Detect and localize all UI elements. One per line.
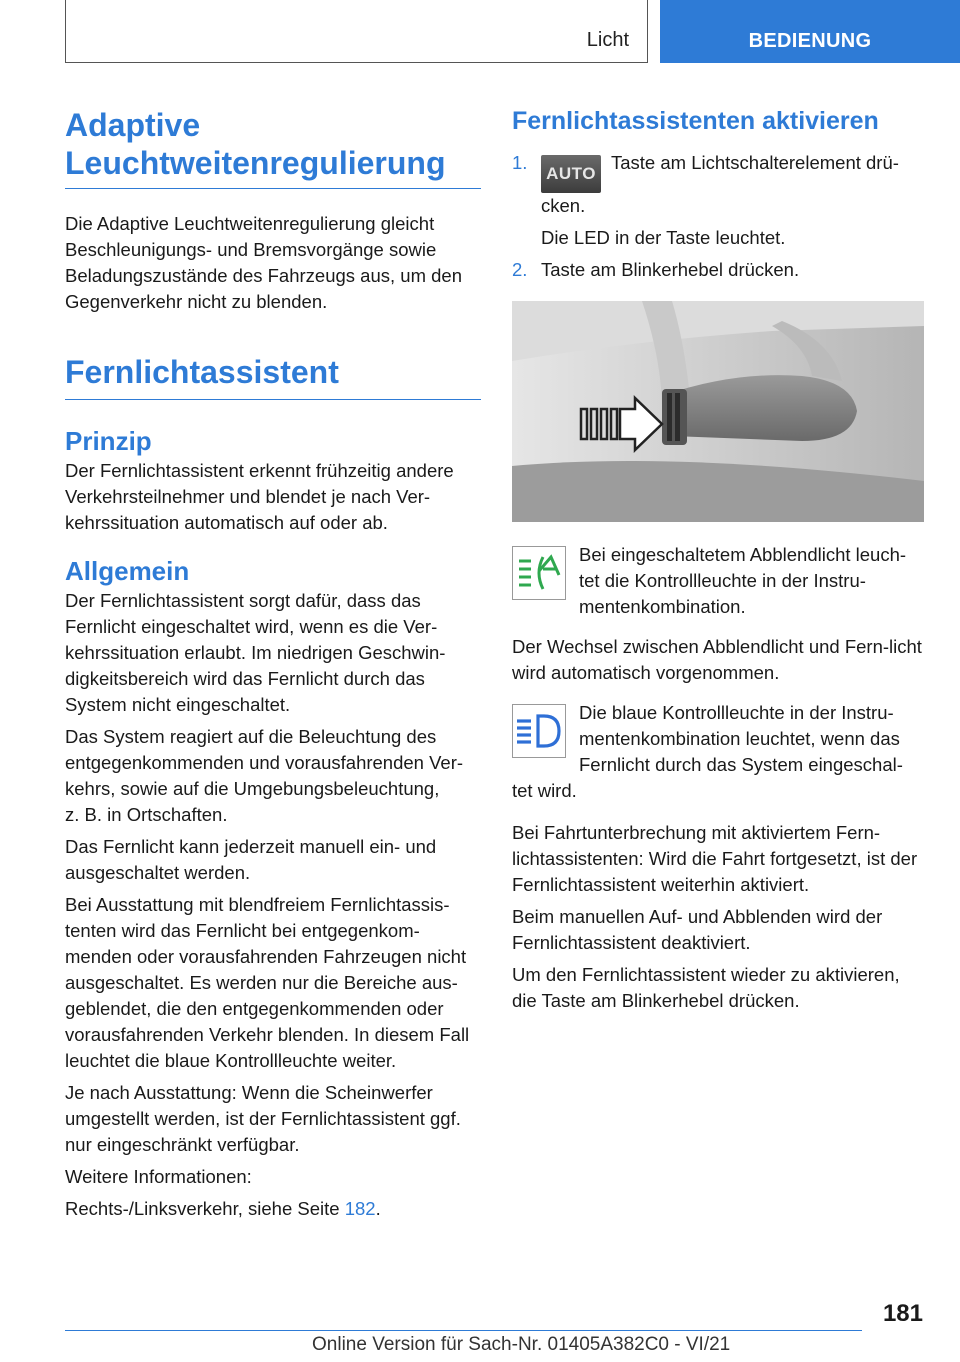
page-number: 181 [882,1300,923,1327]
allgemein-p7 [65,1196,481,1222]
step-1 [512,150,924,251]
prinzip-paragraph: Der Fernlichtassistent erkennt frühzeitig andere Verkehrsteilnehmer und blendet je nach Ver-kehrssituation automatisch auf oder ab. [65,460,454,533]
intro-paragraph: Die Adaptive Leuchtweitenregulierung gleicht Beschleunigungs- und Bremsvorgänge sowie Beladungszustände des Fahrzeugs aus, um den Gegenverkehr nicht zu blenden. [65,213,462,312]
footer-rule [65,1330,862,1331]
step-1-label: Taste am Lichtschalterelement drü-cken. [541,152,899,216]
heading-aktivieren: Fernlichtassistenten aktivieren [512,107,879,135]
manual-paragraph: Beim manuellen Auf- und Abblenden wird der Fernlichtassistent deaktiviert. [512,906,883,953]
page-link-182[interactable]: 182 [344,1198,376,1219]
switch-paragraph: Der Wechsel zwischen Abblendlicht und Fern-licht wird automatisch vorgenommen. [512,636,922,683]
right-column [512,106,924,1014]
step-1-number: 1. [512,152,528,173]
allgemein-p2: Das System reagiert auf die Beleuchtung des entgegenkommenden und vorausfahrenden Ver-kehrs, sowie auf die Umgebungsbeleuchtung, [65,726,464,799]
blue-indicator-block [512,700,924,804]
reactivate-paragraph: Um den Fernlichtassistent wieder zu aktivieren, die Taste am Blinkerhebel drücken. [512,964,900,1011]
allgemein-p2b: z. B. in Ortschaften. [65,804,228,825]
allgemein-p5: Je nach Ausstattung: Wenn die Scheinwerfer umgestellt werden, ist der Fernlichtassistent ggf. nur eingeschränkt verfügbar. [65,1082,461,1155]
turn-signal-lever-image [512,301,924,522]
footer-online-version: Online Version für Sach-Nr. 01405A382C0 - VI/21 [312,1334,731,1355]
header-box [65,0,648,63]
auto-button-icon: AUTO [541,155,601,193]
step-2 [512,257,924,283]
blue-indicator-text-b: tet wird. [512,780,577,801]
section-title: Licht [586,29,629,51]
reference-text: Rechts-/Linksverkehr, siehe Seite [65,1198,345,1219]
blue-indicator-text-a: Die blaue Kontrollleuchte in der Instru-mentenkombination leuchtet, wenn das Fernlicht durch das System eingeschal- [579,702,903,775]
interrupt-paragraph: Bei Fahrtunterbrechung mit aktiviertem Fern-lichtassistenten: Wird die Fahrt fortgesetzt, ist der Fernlichtassistent weiterhin aktiviert. [512,822,918,895]
headlight-auto-green-icon [513,547,565,599]
high-beam-blue-icon [513,705,565,757]
green-indicator-block [512,542,924,622]
heading-adaptive-line2: Leuchtweitenregulierung [65,145,446,181]
allgemein-p4: Bei Ausstattung mit blendfreiem Fernlichtassis-tenten wird das Fernlicht bei entgegenkom-menden oder vorausfahrenden Fahrzeugen nicht ausgeschaltet. Es werden nur die Bereiche aus-geblendet, die den entgegenkommenden oder vorausfahrenden Verkehr blenden. In diesem Fall leuchtet die blaue Kontrollleuchte weiter. [65,894,470,1071]
chapter-tab-label: BEDIENUNG [748,30,872,52]
heading-fernlichtassistent: Fernlichtassistent [65,354,339,390]
heading-allgemein: Allgemein [65,556,190,586]
allgemein-p1: Der Fernlichtassistent sorgt dafür, dass das Fernlicht eingeschaltet wird, wenn es die Ver-kehrssituation erlaubt. Im niedrigen Geschwin-digkeitsbereich wird das Fernlicht durch das System nicht eingeschaltet. [65,590,446,715]
allgemein-p6: Weitere Informationen: [65,1166,252,1187]
step-2-number: 2. [512,259,528,280]
green-indicator-text: Bei eingeschaltetem Abblendlicht leuch-tet die Kontrollleuchte in der Instru-mentenkombination. [579,544,907,617]
heading-prinzip: Prinzip [65,426,152,456]
step-2-text: Taste am Blinkerhebel drücken. [541,259,800,280]
chapter-tab[interactable] [660,0,960,63]
high-beam-indicator-icon [512,704,566,758]
step-1-text [541,150,924,219]
low-beam-indicator-icon [512,546,566,600]
step-1-note: Die LED in der Taste leuchtet. [541,227,786,248]
reference-suffix: . [375,1198,381,1219]
heading-adaptive-block [65,106,481,189]
allgemein-p3: Das Fernlicht kann jederzeit manuell ein- und ausgeschaltet werden. [65,836,437,883]
heading-fernlicht-block [65,353,481,400]
lever-illustration [512,301,924,522]
heading-adaptive-line1: Adaptive [65,107,201,143]
left-column [65,106,481,1222]
